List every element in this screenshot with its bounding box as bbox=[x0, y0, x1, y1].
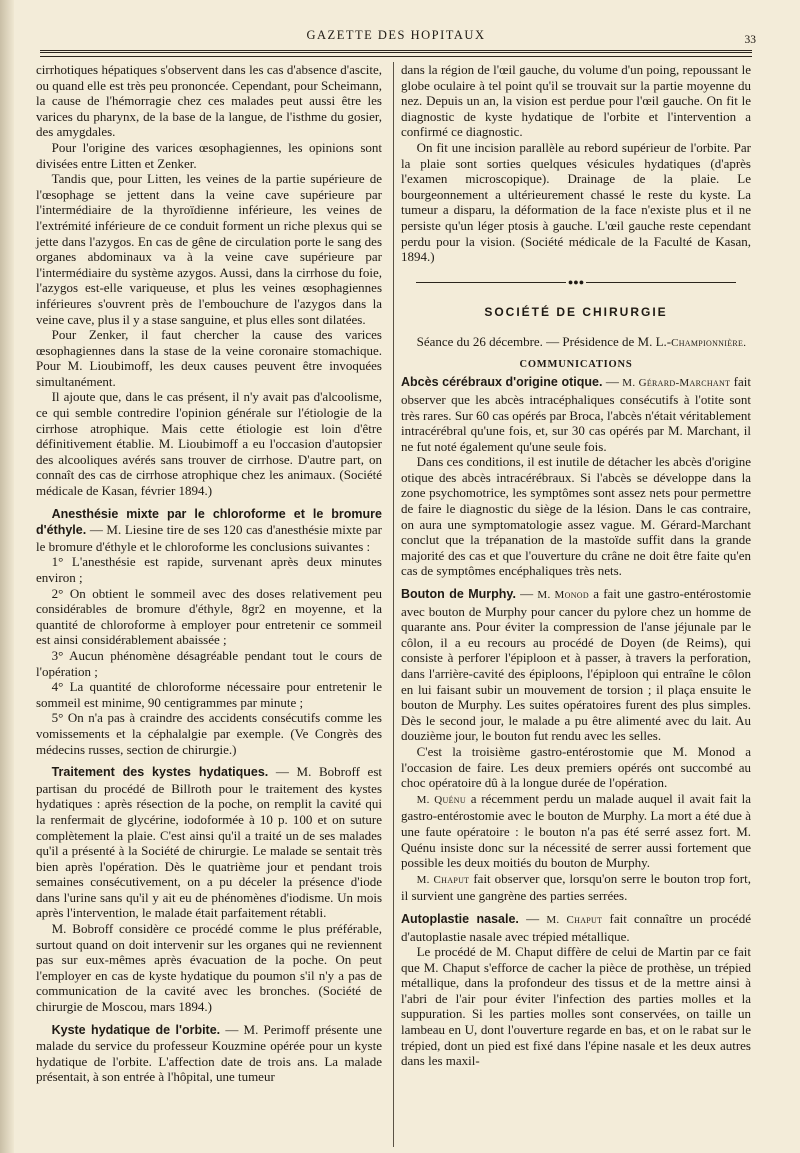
article-text: — M. Perimoff présente une malade du service du professeur Kouzmine opérée pour un kyste hydatique de l'orbite. L'affection date de trois ans. La malade présentait, à son entrée à l'hôpital, une tumeur bbox=[36, 1021, 382, 1085]
list-item: 2° On obtient le sommeil avec des doses relativement peu considérables de bromure d'éthyle, 8gr2 en moyenne, et la quantité de chloroforme à employer pour entretenir ce sommeil est ainsi considérablement abaissée ; bbox=[36, 585, 382, 648]
paragraph: Dans ces conditions, il est inutile de détacher les abcès d'origine otique des abcès intracérébraux. Si l'abcès se développe dans la zone psychomotrice, les symptômes sont assez nets pour permettre de faire le diagnostic du siège de la lésion. Dans le cas contraire, on aura une symptomatologie assez vague. M. Gérard-Marchant conclut que la trépanation de la mastoïde suffit dans la grande majorité des cas et que l'ouverture du crâne ne doit être faite qu'en cas de symptômes encéphaliques très nets. bbox=[401, 454, 751, 579]
dash: — bbox=[515, 586, 538, 602]
right-column bbox=[401, 62, 751, 1069]
article-text: a fait une gastro-entérostomie avec bouton de Murphy pour cancer du pylore chez un homme de quarante ans. Pour éviter la compression de l'anse jéjunale par le côlon, il a eu recours au procédé de Doyen (de Reims), qui consiste à perforer l'épiploon et à passer, à travers la perforation, dans l'arrière-cavité des épiploons, l'épiploon qui entraîne le côlon en lui faisant subir un mouvement de torsion ; il plaça ensuite le bouton de Murphy. Les suites opératoires furent des plus simples. Dès le second jour, le malade a pu être alimenté avec du lait. Au douzième jour, le bouton fut rendu avec les selles. bbox=[401, 586, 751, 744]
paragraph: Pour Zenker, il faut chercher la cause des varices œsophagiennes dans la stase de la veine coronaire stomachique. Pour M. Lioubimoff, les deux causes peuvent être invoquées simultanément. bbox=[36, 327, 382, 389]
paragraph: Pour l'origine des varices œsophagiennes, les opinions sont divisées entre Litten et Zenker. bbox=[36, 139, 382, 171]
page-edge bbox=[0, 0, 14, 1153]
paragraph: dans la région de l'œil gauche, du volume d'un poing, repoussant le globe oculaire à tel point qu'il se trouvait sur la partie moyenne du nez. Depuis un an, la vision est perdue pour l'œil gauche. On fit le diagnostic de kyste hydatique de l'orbite et l'intervention a confirmé ce diagnostic. bbox=[401, 62, 751, 140]
author-name: M. Quénu bbox=[416, 793, 466, 806]
paragraph-text: a récemment perdu un malade auquel il avait fait la gastro-entérostomie avec le bouton de Murphy. La mort a été due à une faute opératoire : le bouton n'a pas été serré assez fort. M. Quénu insiste donc sur la nécessité de serrer aussi fortement que possible les deux moitiés du bouton de Murphy. bbox=[401, 790, 752, 871]
list-item: 1° L'anesthésie est rapide, survenant après deux minutes environ ; bbox=[36, 554, 382, 585]
author-name: M. Gérard-Marchant bbox=[622, 377, 731, 390]
article-autoplastie bbox=[401, 911, 751, 944]
left-column bbox=[36, 62, 382, 1085]
column-divider bbox=[393, 62, 394, 1147]
journal-title: GAZETTE DES HOPITAUX bbox=[306, 28, 486, 42]
article-text: — M. Bobroff est partisan du procédé de Billroth pour le traitement des kystes hydatiques : après résection de la poche, on remplit la cavité qui la renfermait de glycérine, iodoformée à 10 p. 100 et on suture complètement la plaie. C'est ainsi qu'il a traité un de ses malades qu'il a présenté à la Société de chirurgie. Le malade se sentait très bien après l'opération. Dès le quatrième jour et pendant trois semaines consécutivement, on a pu déceler la présence d'iode dans l'urine sans qu'il y ait eu de phénomènes d'iodisme. Un mois après l'intervention, le malade était parfaitement rétabli. bbox=[36, 764, 382, 921]
article-abces bbox=[401, 374, 751, 454]
list-item: 5° On n'a pas à craindre des accidents consécutifs comme les vomissements et la céphalalgie par exemple. (Ve Congrès des médecins russes, section de chirurgie.) bbox=[36, 710, 382, 757]
article-orbite bbox=[36, 1022, 382, 1085]
paragraph: cirrhotiques hépatiques s'observent dans les cas d'absence d'ascite, ou quand elle est très peu prononcée. Cependant, pour Scheimann, la cause de l'hémorragie chez ces malades peut aussi être les varices du pharynx, de la base de la langue, de l'isthme du gosier, des amygdales. bbox=[36, 62, 382, 140]
communications-heading: COMMUNICATIONS bbox=[519, 358, 633, 370]
article-text: fait connaître un procédé d'autoplastie nasale avec trépied métallique. bbox=[401, 910, 751, 944]
paragraph-text: fait observer que, lorsqu'on serre le bouton trop fort, il survient une gangrène des parties serrées. bbox=[401, 870, 751, 904]
separator-line bbox=[416, 282, 566, 283]
dash: — bbox=[518, 910, 547, 926]
article-heading: Abcès cérébraux d'origine otique. bbox=[401, 375, 603, 390]
article-kystes bbox=[36, 764, 382, 921]
article-heading: Traitement des kystes hydatiques. bbox=[51, 765, 269, 780]
section-separator bbox=[401, 274, 751, 291]
paragraph: Tandis que, pour Litten, les veines de la partie supérieure de l'œsophage se jettent dans la veine cave supérieure par l'intermédiaire de la thyroïdienne inférieure, les veines de l'extrémité inférieure de ce conduit forment un riche plexus qui se jette dans l'azygos. En cas de gêne de circulation porte le sang des organes abdominaux va à la veine cave supérieure par l'intermédiaire du système azygos. Aussi, dans la cirrhose du foie, l'azygos est-elle variqueuse, et plus les veines œsophagiennes inférieures s'ouvrent près de l'embouchure de l'azygos dans la veine cave, plus il y a stase sanguine, et plus elles sont dilatées. bbox=[36, 171, 382, 327]
separator-ornament: ●●● bbox=[567, 276, 585, 287]
article-text: — M. Liesine tire de ses 120 cas d'anesthésie mixte par le bromure d'éthyle et le chloroforme les conclusions suivantes : bbox=[36, 522, 382, 554]
page-number: 33 bbox=[744, 34, 756, 46]
header-rule-thin bbox=[40, 56, 752, 57]
paragraph-chaput bbox=[401, 871, 751, 904]
list-item: 3° Aucun phénomène désagréable pendant tout le cours de l'opération ; bbox=[36, 647, 382, 679]
session-line bbox=[401, 334, 751, 352]
paragraph: C'est la troisième gastro-entérostomie que M. Monod a l'occasion de faire. Les deux premiers opérés ont succombé au choc opératoire dû à la longue durée de l'opération. bbox=[401, 743, 751, 791]
section-title: SOCIÉTÉ DE CHIRURGIE bbox=[484, 304, 668, 319]
paragraph: Le procédé de M. Chaput diffère de celui de Martin par ce fait que M. Chaput s'efforce de cacher la pièce de prothèse, un trépied métallique, dans la profondeur des tissus et de la mettre ainsi à l'abri de l'air pour éviter l'infection des parties molles et la suppuration. Si les parties molles sont conservées, on taille un lambeau en U, dont l'ouverture regarde en bas, et on le rabat sur le trépied, dont un pied est fixé dans l'épine nasale et les deux autres dans les maxil- bbox=[401, 944, 751, 1069]
header-rule bbox=[40, 50, 752, 53]
article-text: fait observer que les abcès intracéphaliques consécutifs à l'otite sont très rares. Sur 60 cas opérés par Broca, l'abcès n'était véritablement intracérébral qu'une fois, et, sur 30 cas opérés par M. Marchant, il ne fut noté également qu'une seule fois. bbox=[401, 374, 751, 454]
article-bouton bbox=[401, 586, 751, 744]
paragraph: Il ajoute que, dans le cas présent, il n'y avait pas d'alcoolisme, ce qui semble contredire l'opinion générale sur l'étiologie de la cirrhose atrophique. Mais cette étiologie est loin d'être définitivement établie. M. Lioubimoff a eu l'occasion d'autopsier des alcooliques avérés sans trouver de cirrhose. D'autre part, on connaît des cas de cirrhose atrophique chez les animaux. (Société médicale de Kasan, février 1894.) bbox=[36, 389, 382, 499]
separator-line bbox=[586, 282, 736, 283]
article-heading: Bouton de Murphy. bbox=[401, 587, 516, 602]
page-header bbox=[36, 24, 756, 50]
author-name: M. Chaput bbox=[546, 913, 603, 926]
article-heading: Anesthésie mixte par le chloroforme et le bromure d'éthyle. bbox=[36, 506, 382, 538]
article-heading: Kyste hydatique de l'orbite. bbox=[51, 1022, 221, 1037]
article-heading: Autoplastie nasale. bbox=[401, 911, 519, 926]
dash: — bbox=[602, 374, 623, 390]
paragraph: On fit une incision parallèle au rebord supérieur de l'orbite. Par la plaie sont sorties quelques vésicules hydatiques (d'après l'examen microscopique). Drainage de la plaie. Le bourgeonnement a ultérieurement chassé le reste du kyste. La tumeur a disparu, la déformation de la face n'existe plus et il ne persiste qu'un léger ptosis à gauche. L'œil gauche reste cependant perdu pour la vision. (Société médicale de la Faculté de Kasan, 1894.) bbox=[401, 139, 751, 265]
paragraph: M. Bobroff considère ce procédé comme le plus préférable, surtout quand on doit intervenir sur les organes qui ne reviennent pas sur eux-mêmes après évacuation de la poche. On peut l'employer en cas de kyste hydatique du poumon s'il n'y a pas de communication de la cavité avec les bronches. (Société de chirurgie de Moscou, mars 1894.) bbox=[36, 921, 382, 1015]
author-name: M. Monod bbox=[537, 589, 589, 602]
session-president: Championnière. bbox=[671, 337, 747, 350]
author-name: M. Chaput bbox=[416, 873, 470, 886]
list-item: 4° La quantité de chloroforme nécessaire pour entretenir le sommeil est minime, 90 centigrammes par minute ; bbox=[36, 679, 382, 710]
paragraph-quenu bbox=[401, 791, 751, 871]
article-anesthesie bbox=[36, 506, 382, 555]
session-date: Séance du 26 décembre. — Présidence de M. L.- bbox=[416, 334, 672, 350]
